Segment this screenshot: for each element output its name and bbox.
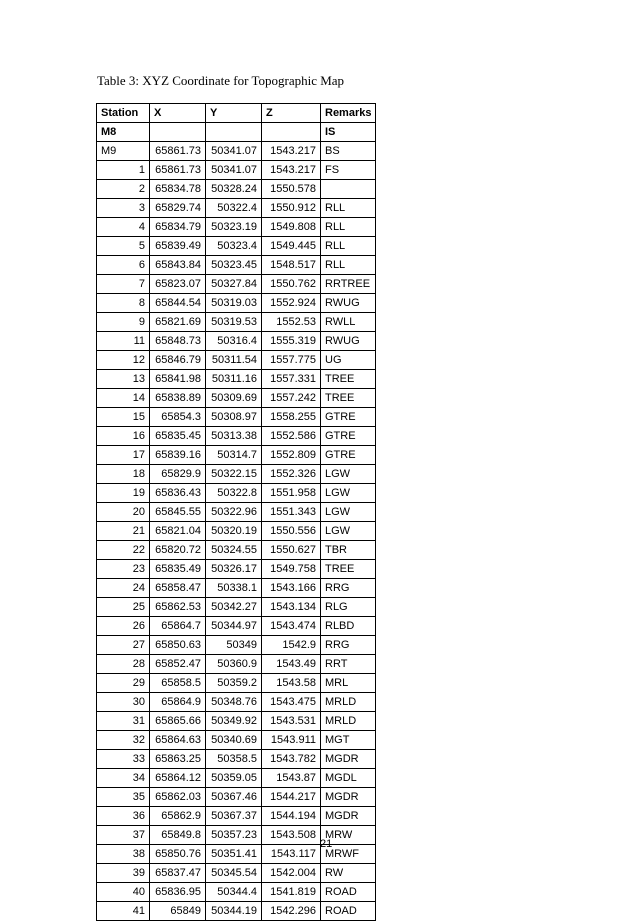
cell-y: 50327.84 [206, 275, 262, 294]
cell-station: 34 [97, 769, 150, 788]
cell-z: 1543.217 [262, 161, 321, 180]
cell-remarks: RLBD [321, 617, 376, 636]
cell-station: 4 [97, 218, 150, 237]
cell-station: 15 [97, 408, 150, 427]
table-row [97, 370, 376, 389]
table-row [97, 275, 376, 294]
table-row [97, 256, 376, 275]
cell-remarks: RRG [321, 579, 376, 598]
cell-y: 50322.8 [206, 484, 262, 503]
table-row [97, 712, 376, 731]
cell-x: 65849.8 [150, 826, 206, 845]
cell-z: 1552.809 [262, 446, 321, 465]
cell-y: 50342.27 [206, 598, 262, 617]
cell-y: 50322.15 [206, 465, 262, 484]
cell-station: 23 [97, 560, 150, 579]
page-number: 21 [320, 838, 333, 850]
cell-z: 1557.331 [262, 370, 321, 389]
cell-z: 1543.474 [262, 617, 321, 636]
table-row [97, 750, 376, 769]
cell-remarks: LGW [321, 465, 376, 484]
cell-y: 50360.9 [206, 655, 262, 674]
cell-remarks: ROAD [321, 883, 376, 902]
cell-z: 1550.762 [262, 275, 321, 294]
cell-y: 50311.16 [206, 370, 262, 389]
cell-z: 1544.194 [262, 807, 321, 826]
cell-station: 25 [97, 598, 150, 617]
cell-z: 1552.924 [262, 294, 321, 313]
table-row [97, 693, 376, 712]
cell-remarks: GTRE [321, 408, 376, 427]
cell-station: 2 [97, 180, 150, 199]
header-station: Station [97, 104, 150, 123]
cell-station: 27 [97, 636, 150, 655]
cell-x: 65834.78 [150, 180, 206, 199]
cell-x: 65841.98 [150, 370, 206, 389]
cell-station: 20 [97, 503, 150, 522]
table-row [97, 446, 376, 465]
table-row [97, 864, 376, 883]
table-row [97, 674, 376, 693]
cell-x: 65836.95 [150, 883, 206, 902]
cell-z [262, 123, 321, 142]
cell-y: 50349 [206, 636, 262, 655]
cell-x: 65861.73 [150, 161, 206, 180]
cell-remarks: TREE [321, 389, 376, 408]
header-x: X [150, 104, 206, 123]
table-row [97, 731, 376, 750]
table-row [97, 655, 376, 674]
table-row [97, 294, 376, 313]
cell-z: 1543.475 [262, 693, 321, 712]
cell-station: 18 [97, 465, 150, 484]
cell-x: 65844.54 [150, 294, 206, 313]
cell-x: 65835.45 [150, 427, 206, 446]
table-row [97, 826, 376, 845]
header-y: Y [206, 104, 262, 123]
cell-station: 9 [97, 313, 150, 332]
cell-x: 65839.16 [150, 446, 206, 465]
table-row [97, 142, 376, 161]
cell-y: 50340.69 [206, 731, 262, 750]
cell-z: 1542.004 [262, 864, 321, 883]
table-row [97, 313, 376, 332]
cell-y: 50345.54 [206, 864, 262, 883]
header-remarks: Remarks [321, 104, 376, 123]
cell-x: 65861.73 [150, 142, 206, 161]
cell-z: 1549.808 [262, 218, 321, 237]
cell-z: 1543.134 [262, 598, 321, 617]
cell-station: 35 [97, 788, 150, 807]
coordinate-table [96, 103, 376, 921]
cell-remarks: MRLD [321, 712, 376, 731]
cell-x: 65848.73 [150, 332, 206, 351]
cell-station: 1 [97, 161, 150, 180]
cell-x: 65838.89 [150, 389, 206, 408]
cell-x [150, 123, 206, 142]
cell-remarks: FS [321, 161, 376, 180]
cell-remarks: TBR [321, 541, 376, 560]
cell-z: 1550.912 [262, 199, 321, 218]
cell-station: M9 [97, 142, 150, 161]
table-row [97, 883, 376, 902]
cell-y: 50323.4 [206, 237, 262, 256]
cell-station: 11 [97, 332, 150, 351]
cell-station: 22 [97, 541, 150, 560]
cell-z: 1543.782 [262, 750, 321, 769]
table-caption: Table 3: XYZ Coordinate for Topographic Map [97, 73, 345, 88]
cell-y: 50351.41 [206, 845, 262, 864]
cell-z: 1544.217 [262, 788, 321, 807]
cell-y: 50311.54 [206, 351, 262, 370]
cell-y: 50328.24 [206, 180, 262, 199]
cell-remarks: BS [321, 142, 376, 161]
cell-z: 1541.819 [262, 883, 321, 902]
cell-remarks: IS [321, 123, 376, 142]
cell-station: 32 [97, 731, 150, 750]
cell-x: 65837.47 [150, 864, 206, 883]
cell-x: 65864.63 [150, 731, 206, 750]
cell-station: 33 [97, 750, 150, 769]
cell-z: 1557.775 [262, 351, 321, 370]
cell-y: 50359.05 [206, 769, 262, 788]
cell-remarks: LGW [321, 484, 376, 503]
cell-station: 24 [97, 579, 150, 598]
cell-x: 65821.69 [150, 313, 206, 332]
cell-x: 65864.9 [150, 693, 206, 712]
cell-remarks: RW [321, 864, 376, 883]
cell-x: 65854.3 [150, 408, 206, 427]
cell-y: 50344.4 [206, 883, 262, 902]
cell-y: 50338.1 [206, 579, 262, 598]
cell-station: 16 [97, 427, 150, 446]
table-row [97, 598, 376, 617]
table-row [97, 161, 376, 180]
cell-x: 65865.66 [150, 712, 206, 731]
cell-x: 65862.03 [150, 788, 206, 807]
cell-station: 5 [97, 237, 150, 256]
cell-remarks: RWUG [321, 332, 376, 351]
cell-station: 41 [97, 902, 150, 921]
cell-y: 50319.03 [206, 294, 262, 313]
cell-station: 39 [97, 864, 150, 883]
cell-station: 21 [97, 522, 150, 541]
cell-remarks [321, 180, 376, 199]
cell-y: 50320.19 [206, 522, 262, 541]
cell-remarks: RLL [321, 199, 376, 218]
cell-station: 31 [97, 712, 150, 731]
cell-y: 50323.19 [206, 218, 262, 237]
cell-remarks: MGDR [321, 788, 376, 807]
cell-x: 65834.79 [150, 218, 206, 237]
cell-z: 1558.255 [262, 408, 321, 427]
cell-y: 50348.76 [206, 693, 262, 712]
cell-station: 14 [97, 389, 150, 408]
cell-y: 50319.53 [206, 313, 262, 332]
table-row [97, 541, 376, 560]
cell-remarks: GTRE [321, 446, 376, 465]
cell-x: 65850.76 [150, 845, 206, 864]
cell-x: 65836.43 [150, 484, 206, 503]
cell-y: 50341.07 [206, 161, 262, 180]
cell-z: 1550.556 [262, 522, 321, 541]
cell-y: 50344.19 [206, 902, 262, 921]
header-z: Z [262, 104, 321, 123]
cell-z: 1542.9 [262, 636, 321, 655]
cell-z: 1555.319 [262, 332, 321, 351]
cell-z: 1543.117 [262, 845, 321, 864]
cell-y: 50359.2 [206, 674, 262, 693]
cell-remarks: MRWF [321, 845, 376, 864]
cell-remarks: ROAD [321, 902, 376, 921]
table-row [97, 351, 376, 370]
cell-station: 7 [97, 275, 150, 294]
cell-remarks: MGDR [321, 807, 376, 826]
cell-z: 1550.627 [262, 541, 321, 560]
table-row [97, 465, 376, 484]
cell-remarks: RLL [321, 256, 376, 275]
cell-x: 65858.5 [150, 674, 206, 693]
cell-y: 50313.38 [206, 427, 262, 446]
cell-x: 65846.79 [150, 351, 206, 370]
cell-remarks: RRT [321, 655, 376, 674]
cell-y: 50344.97 [206, 617, 262, 636]
cell-x: 65839.49 [150, 237, 206, 256]
cell-x: 65864.12 [150, 769, 206, 788]
cell-z: 1550.578 [262, 180, 321, 199]
cell-z: 1543.531 [262, 712, 321, 731]
cell-y: 50316.4 [206, 332, 262, 351]
table-row [97, 807, 376, 826]
cell-station: 40 [97, 883, 150, 902]
cell-z: 1549.758 [262, 560, 321, 579]
table-row [97, 617, 376, 636]
table-row [97, 389, 376, 408]
cell-x: 65829.74 [150, 199, 206, 218]
cell-y: 50349.92 [206, 712, 262, 731]
cell-remarks: MGT [321, 731, 376, 750]
cell-y: 50357.23 [206, 826, 262, 845]
cell-y: 50309.69 [206, 389, 262, 408]
table-row [97, 522, 376, 541]
cell-station: 37 [97, 826, 150, 845]
cell-station: 38 [97, 845, 150, 864]
cell-z: 1543.58 [262, 674, 321, 693]
cell-y: 50308.97 [206, 408, 262, 427]
table-row [97, 560, 376, 579]
cell-y: 50323.45 [206, 256, 262, 275]
cell-remarks: RRG [321, 636, 376, 655]
cell-x: 65845.55 [150, 503, 206, 522]
cell-station: 30 [97, 693, 150, 712]
cell-station: 12 [97, 351, 150, 370]
table-row [97, 788, 376, 807]
cell-x: 65858.47 [150, 579, 206, 598]
cell-x: 65850.63 [150, 636, 206, 655]
cell-x: 65835.49 [150, 560, 206, 579]
cell-remarks: UG [321, 351, 376, 370]
cell-station: 36 [97, 807, 150, 826]
table-row [97, 332, 376, 351]
cell-y [206, 123, 262, 142]
cell-remarks: TREE [321, 560, 376, 579]
cell-y: 50367.37 [206, 807, 262, 826]
table-row [97, 199, 376, 218]
cell-station: 28 [97, 655, 150, 674]
table-row [97, 636, 376, 655]
cell-y: 50341.07 [206, 142, 262, 161]
table-row [97, 408, 376, 427]
cell-remarks: MRW [321, 826, 376, 845]
cell-remarks: RLL [321, 218, 376, 237]
cell-remarks: RLL [321, 237, 376, 256]
cell-station: 13 [97, 370, 150, 389]
cell-z: 1549.445 [262, 237, 321, 256]
cell-station: 8 [97, 294, 150, 313]
cell-station: 19 [97, 484, 150, 503]
table-row [97, 845, 376, 864]
cell-station: 26 [97, 617, 150, 636]
cell-z: 1543.166 [262, 579, 321, 598]
cell-remarks: RLG [321, 598, 376, 617]
cell-z: 1548.517 [262, 256, 321, 275]
cell-x: 65863.25 [150, 750, 206, 769]
cell-remarks: RWUG [321, 294, 376, 313]
cell-remarks: MGDR [321, 750, 376, 769]
cell-remarks: MRLD [321, 693, 376, 712]
cell-y: 50324.55 [206, 541, 262, 560]
cell-station: 6 [97, 256, 150, 275]
cell-remarks: LGW [321, 503, 376, 522]
cell-x: 65862.9 [150, 807, 206, 826]
cell-z: 1543.49 [262, 655, 321, 674]
cell-y: 50367.46 [206, 788, 262, 807]
cell-z: 1552.326 [262, 465, 321, 484]
cell-remarks: RRTREE [321, 275, 376, 294]
cell-z: 1551.958 [262, 484, 321, 503]
cell-station: 17 [97, 446, 150, 465]
cell-z: 1552.53 [262, 313, 321, 332]
cell-station: M8 [97, 123, 150, 142]
cell-x: 65821.04 [150, 522, 206, 541]
cell-z: 1552.586 [262, 427, 321, 446]
table-row [97, 180, 376, 199]
cell-z: 1543.87 [262, 769, 321, 788]
cell-z: 1557.242 [262, 389, 321, 408]
cell-remarks: GTRE [321, 427, 376, 446]
cell-z: 1543.508 [262, 826, 321, 845]
cell-z: 1551.343 [262, 503, 321, 522]
cell-y: 50322.96 [206, 503, 262, 522]
cell-x: 65843.84 [150, 256, 206, 275]
cell-y: 50358.5 [206, 750, 262, 769]
table-row [97, 769, 376, 788]
table-row [97, 123, 376, 142]
table-row [97, 427, 376, 446]
cell-x: 65862.53 [150, 598, 206, 617]
cell-y: 50322.4 [206, 199, 262, 218]
cell-x: 65864.7 [150, 617, 206, 636]
table-row [97, 579, 376, 598]
cell-x: 65823.07 [150, 275, 206, 294]
cell-remarks: MRL [321, 674, 376, 693]
cell-z: 1543.911 [262, 731, 321, 750]
cell-x: 65829.9 [150, 465, 206, 484]
table-row [97, 484, 376, 503]
cell-z: 1543.217 [262, 142, 321, 161]
cell-z: 1542.296 [262, 902, 321, 921]
cell-remarks: TREE [321, 370, 376, 389]
cell-y: 50326.17 [206, 560, 262, 579]
table-row [97, 237, 376, 256]
cell-station: 29 [97, 674, 150, 693]
table-row [97, 503, 376, 522]
table-row [97, 218, 376, 237]
cell-remarks: LGW [321, 522, 376, 541]
cell-remarks: MGDL [321, 769, 376, 788]
cell-x: 65849 [150, 902, 206, 921]
table-header-row [97, 104, 376, 123]
cell-x: 65820.72 [150, 541, 206, 560]
cell-remarks: RWLL [321, 313, 376, 332]
cell-station: 3 [97, 199, 150, 218]
table-row [97, 902, 376, 921]
cell-y: 50314.7 [206, 446, 262, 465]
cell-x: 65852.47 [150, 655, 206, 674]
table-body [97, 123, 376, 921]
